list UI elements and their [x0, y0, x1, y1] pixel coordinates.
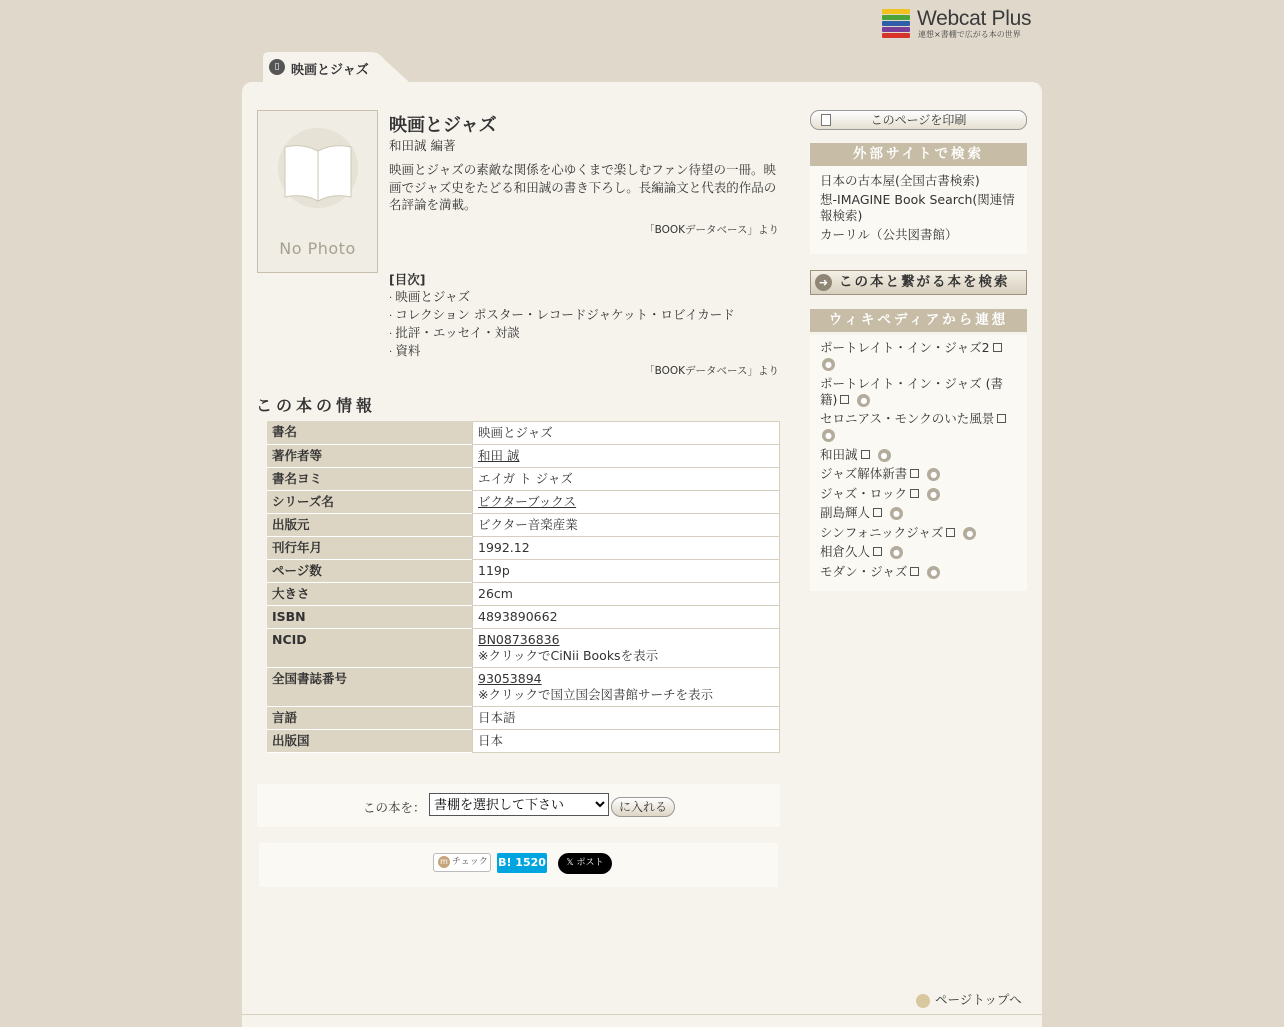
- external-link-icon[interactable]: [993, 343, 1002, 352]
- table-row: [267, 560, 780, 583]
- footer: [242, 1014, 1042, 1027]
- ncid-link[interactable]: BN08736836: [478, 632, 560, 647]
- info-key: 出版元: [267, 514, 472, 537]
- info-key: 著作者等: [267, 445, 472, 468]
- mixi-icon: m: [438, 856, 450, 868]
- info-value: ビクター音楽産業: [472, 514, 780, 537]
- wiki-link[interactable]: モダン・ジャズ: [820, 563, 908, 579]
- page-top-label: ページトップへ: [935, 992, 1022, 1007]
- association-icon[interactable]: ●: [878, 449, 891, 462]
- info-key: シリーズ名: [267, 491, 472, 514]
- list-item: [810, 466, 1027, 482]
- logo-stripes-icon: [882, 9, 910, 39]
- info-key: ISBN: [267, 606, 472, 629]
- book-author: 和田誠 編著: [389, 138, 456, 153]
- external-link-icon[interactable]: [910, 469, 919, 478]
- table-row: [267, 583, 780, 606]
- bookshelf-label: この本を：: [363, 800, 426, 815]
- info-key: 書名ヨミ: [267, 468, 472, 491]
- table-row: [267, 707, 780, 730]
- list-item: [810, 505, 1027, 521]
- toc-item: · 映画とジャズ: [389, 289, 735, 307]
- info-key: 大きさ: [267, 583, 472, 606]
- print-page-icon: [821, 114, 831, 126]
- table-row: [267, 606, 780, 629]
- table-row: [267, 537, 780, 560]
- wikipedia-links-box: [810, 335, 1027, 591]
- external-link-kosho[interactable]: 日本の古本屋(全国古書検索): [820, 173, 980, 188]
- tweet-button[interactable]: 𝕏 ポスト: [558, 853, 612, 874]
- mixi-label: チェック: [452, 857, 488, 867]
- list-item: [810, 525, 1027, 541]
- book-description: 映画とジャズの素敵な関係を心ゆくまで楽しむファン待望の一冊。映画でジャズ史をたどる和田誠の書き下ろし。長編論文と代表的作品の名評論を満載。: [389, 162, 777, 212]
- association-icon[interactable]: ●: [927, 566, 940, 579]
- series-link[interactable]: ビクターブックス: [478, 494, 577, 509]
- toc-item: · 批評・エッセイ・対談: [389, 325, 735, 343]
- no-photo-text: No Photo: [279, 239, 356, 258]
- external-search-heading: 外部サイトで検索: [810, 143, 1027, 166]
- external-link-imagine[interactable]: 想-IMAGINE Book Search(関連情報検索): [820, 192, 1015, 223]
- wiki-link[interactable]: 和田誠: [820, 446, 858, 462]
- toc-heading: [目次]: [389, 272, 426, 287]
- info-key: 書名: [267, 421, 472, 445]
- page-top-icon: [916, 994, 930, 1008]
- related-books-search-button[interactable]: [810, 270, 1027, 295]
- table-row: [267, 445, 780, 468]
- list-item: [810, 564, 1027, 580]
- toc-list: [389, 289, 735, 361]
- external-link-icon[interactable]: [910, 489, 919, 498]
- wiki-link[interactable]: 相倉久人: [820, 544, 871, 559]
- association-icon[interactable]: ●: [963, 527, 976, 540]
- association-icon[interactable]: ●: [822, 429, 835, 442]
- info-key: 全国書誌番号: [267, 668, 472, 707]
- info-value: エイガ ト ジャズ: [472, 468, 780, 491]
- list-item: [810, 376, 1027, 408]
- ncid-note: ※クリックでCiNii Booksを表示: [478, 648, 659, 663]
- association-icon[interactable]: ●: [927, 468, 940, 481]
- author-link[interactable]: 和田 誠: [478, 448, 520, 463]
- table-row: [267, 421, 780, 445]
- list-item: [810, 447, 1027, 463]
- logo-tagline: 連想×書棚で広がる本の世界: [918, 30, 1021, 39]
- external-link-icon[interactable]: [946, 528, 955, 537]
- book-info-heading: この本の情報: [256, 396, 377, 415]
- arrow-right-icon: ➜: [815, 274, 832, 291]
- info-key: NCID: [267, 629, 472, 668]
- book-icon: ▯: [269, 59, 285, 75]
- external-link-icon[interactable]: [910, 567, 919, 576]
- info-key: 刊行年月: [267, 537, 472, 560]
- table-row: [267, 468, 780, 491]
- table-row: [267, 668, 780, 707]
- open-book-icon: [281, 143, 355, 203]
- table-row: [267, 491, 780, 514]
- hatena-bookmark-button[interactable]: B! 1520: [497, 853, 547, 873]
- jpno-link[interactable]: 93053894: [478, 671, 542, 686]
- table-row: [267, 629, 780, 668]
- table-row: [267, 730, 780, 753]
- info-value: 119p: [472, 560, 780, 583]
- info-key: ページ数: [267, 560, 472, 583]
- print-label: このページを印刷: [870, 113, 967, 127]
- external-link-icon[interactable]: [873, 547, 882, 556]
- share-bar: [259, 843, 778, 887]
- mixi-check-button[interactable]: [433, 853, 491, 872]
- related-books-label: この本と繋がる本を検索: [839, 274, 1010, 290]
- info-value: 26cm: [472, 583, 780, 606]
- webcat-plus-logo[interactable]: [882, 8, 1042, 42]
- wiki-link[interactable]: セロニアス・モンクのいた風景: [820, 411, 995, 426]
- bookshelf-form: [257, 784, 780, 827]
- info-key: 出版国: [267, 730, 472, 753]
- external-search-box: [810, 166, 1027, 254]
- description-source: 「BOOKデータベース」より: [644, 224, 779, 236]
- wiki-link[interactable]: シンフォニックジャズ: [820, 524, 944, 540]
- info-value: 4893890662: [472, 606, 780, 629]
- tweet-label: ポスト: [576, 858, 604, 868]
- book-info-table: [267, 421, 780, 753]
- info-key: 言語: [267, 707, 472, 730]
- info-value: 映画とジャズ: [472, 421, 780, 445]
- wiki-link[interactable]: ジャズ・ロック: [820, 485, 908, 501]
- external-link-icon[interactable]: [997, 414, 1006, 423]
- info-value: 日本: [472, 730, 780, 753]
- book-tab[interactable]: [263, 52, 409, 82]
- hatena-count: 1520: [515, 856, 546, 869]
- logo-name: Webcat Plus: [917, 7, 1032, 30]
- toc-item: · コレクション ポスター・レコードジャケット・ロビイカード: [389, 307, 735, 325]
- association-icon[interactable]: ●: [890, 546, 903, 559]
- external-link-calil[interactable]: カーリル（公共図書館）: [820, 227, 958, 242]
- external-link-icon[interactable]: [873, 508, 882, 517]
- external-link-icon[interactable]: [840, 395, 849, 404]
- book-title: 映画とジャズ: [389, 115, 497, 136]
- table-row: [267, 514, 780, 537]
- wiki-link[interactable]: 副島輝人: [820, 505, 871, 520]
- association-icon[interactable]: ●: [927, 488, 940, 501]
- info-value: 1992.12: [472, 537, 780, 560]
- jpno-note: ※クリックで国立国会図書館サーチを表示: [478, 687, 713, 702]
- list-item: [810, 486, 1027, 502]
- list-item: [810, 411, 1027, 443]
- association-icon[interactable]: ●: [890, 507, 903, 520]
- wiki-link[interactable]: ジャズ解体新書: [820, 466, 908, 481]
- book-cover: [257, 110, 378, 273]
- tab-label: 映画とジャズ: [291, 63, 369, 78]
- wiki-link[interactable]: ポートレイト・イン・ジャズ (書籍): [820, 375, 1003, 407]
- add-to-shelf-button[interactable]: に入れる: [611, 797, 675, 817]
- print-button[interactable]: [810, 110, 1027, 130]
- external-link-icon[interactable]: [861, 450, 870, 459]
- association-icon[interactable]: ●: [857, 394, 870, 407]
- list-item: [810, 340, 1027, 372]
- wiki-link[interactable]: ポートレイト・イン・ジャズ2: [820, 340, 990, 355]
- toc-item: · 資料: [389, 343, 735, 361]
- page-top-link[interactable]: [916, 990, 1022, 1008]
- wikipedia-heading: ウィキペディアから連想: [810, 309, 1027, 332]
- info-value: 日本語: [472, 707, 780, 730]
- list-item: [810, 544, 1027, 560]
- association-icon[interactable]: ●: [822, 358, 835, 371]
- bookshelf-select[interactable]: [429, 793, 609, 816]
- toc-source: 「BOOKデータベース」より: [644, 365, 779, 377]
